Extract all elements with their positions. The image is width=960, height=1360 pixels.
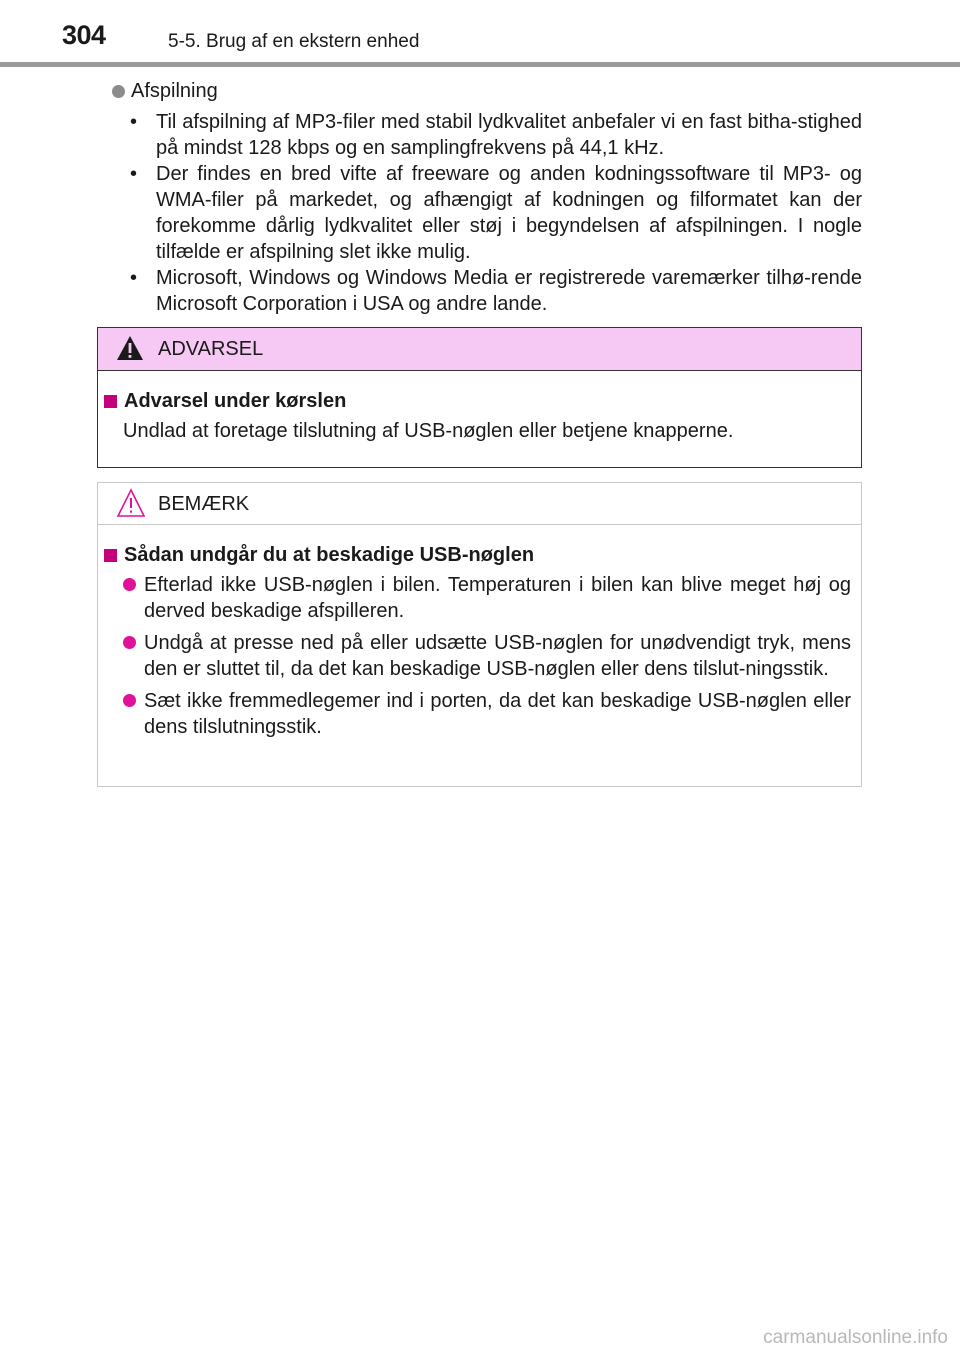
list-item [104, 630, 851, 682]
warning-text: Undlad at foretage tilslutning af USB-nøglen eller betjene knapperne. [123, 420, 734, 442]
warning-subheading [104, 388, 851, 414]
caution-outline-icon [116, 488, 146, 518]
playback-section [112, 78, 862, 317]
section-title: 5-5. Brug af en ekstern enhed [168, 31, 420, 52]
list-item [112, 109, 862, 161]
page-number: 304 [62, 20, 106, 50]
header-rule [0, 62, 960, 67]
playback-heading-text: Afspilning [131, 80, 218, 102]
warning-title: ADVARSEL [158, 338, 264, 360]
warning-header [98, 328, 861, 371]
list-item-text: Microsoft, Windows og Windows Media er registrerede varemærker tilhø-rende Microsoft Corporation i USA og andre lande. [156, 267, 862, 315]
list-item [112, 265, 862, 317]
square-bullet-icon [104, 395, 117, 408]
warning-triangle-icon [116, 335, 144, 361]
warning-subheading-text: Advarsel under kørslen [124, 390, 347, 412]
notice-subheading [104, 542, 851, 568]
page-header [0, 0, 960, 70]
pink-bullet-icon [123, 636, 136, 649]
pink-bullet-icon [123, 578, 136, 591]
bullet-dot-icon: • [130, 163, 138, 185]
list-item-text: Der findes en bred vifte af freeware og anden kodningssoftware til MP3- og WMA-filer på markedet, og afhængigt af kodningen og filformatet kan der forekomme dårlig lydkvalitet eller støj i begyndelsen af afspilningen. I nogle tilfælde er afspilning slet ikke mulig. [156, 163, 862, 263]
list-item-text: Efterlad ikke USB-nøglen i bilen. Temperaturen i bilen kan blive meget høj og derved beskadige afspilleren. [144, 574, 851, 622]
square-bullet-icon [104, 549, 117, 562]
notice-body [98, 525, 861, 740]
bullet-dot-icon: • [130, 267, 138, 289]
notice-subheading-text: Sådan undgår du at beskadige USB-nøglen [124, 544, 535, 566]
notice-title: BEMÆRK [158, 493, 250, 515]
watermark: carmanualsonline.info [763, 1327, 948, 1348]
list-item-text: Sæt ikke fremmedlegemer ind i porten, da det kan beskadige USB-nøglen eller dens tilslutningsstik. [144, 690, 851, 738]
circle-bullet-icon [112, 85, 125, 98]
playback-heading [112, 78, 862, 104]
bullet-dot-icon: • [130, 111, 138, 133]
notice-header [98, 483, 861, 525]
warning-body [98, 371, 861, 444]
list-item-text: Undgå at presse ned på eller udsætte USB-nøglen for unødvendigt tryk, mens den er sluttet til, da det kan beskadige USB-nøglen eller dens tilslut-ningsstik. [144, 632, 851, 680]
notice-box [97, 482, 862, 787]
list-item [112, 161, 862, 265]
playback-bullet-list [112, 109, 862, 317]
list-item [104, 572, 851, 624]
pink-bullet-icon [123, 694, 136, 707]
list-item [104, 688, 851, 740]
warning-box [97, 327, 862, 468]
list-item-text: Til afspilning af MP3-filer med stabil lydkvalitet anbefaler vi en fast bitha-stighed på mindst 128 kbps og en samplingfrekvens på 44,1 kHz. [156, 111, 862, 159]
